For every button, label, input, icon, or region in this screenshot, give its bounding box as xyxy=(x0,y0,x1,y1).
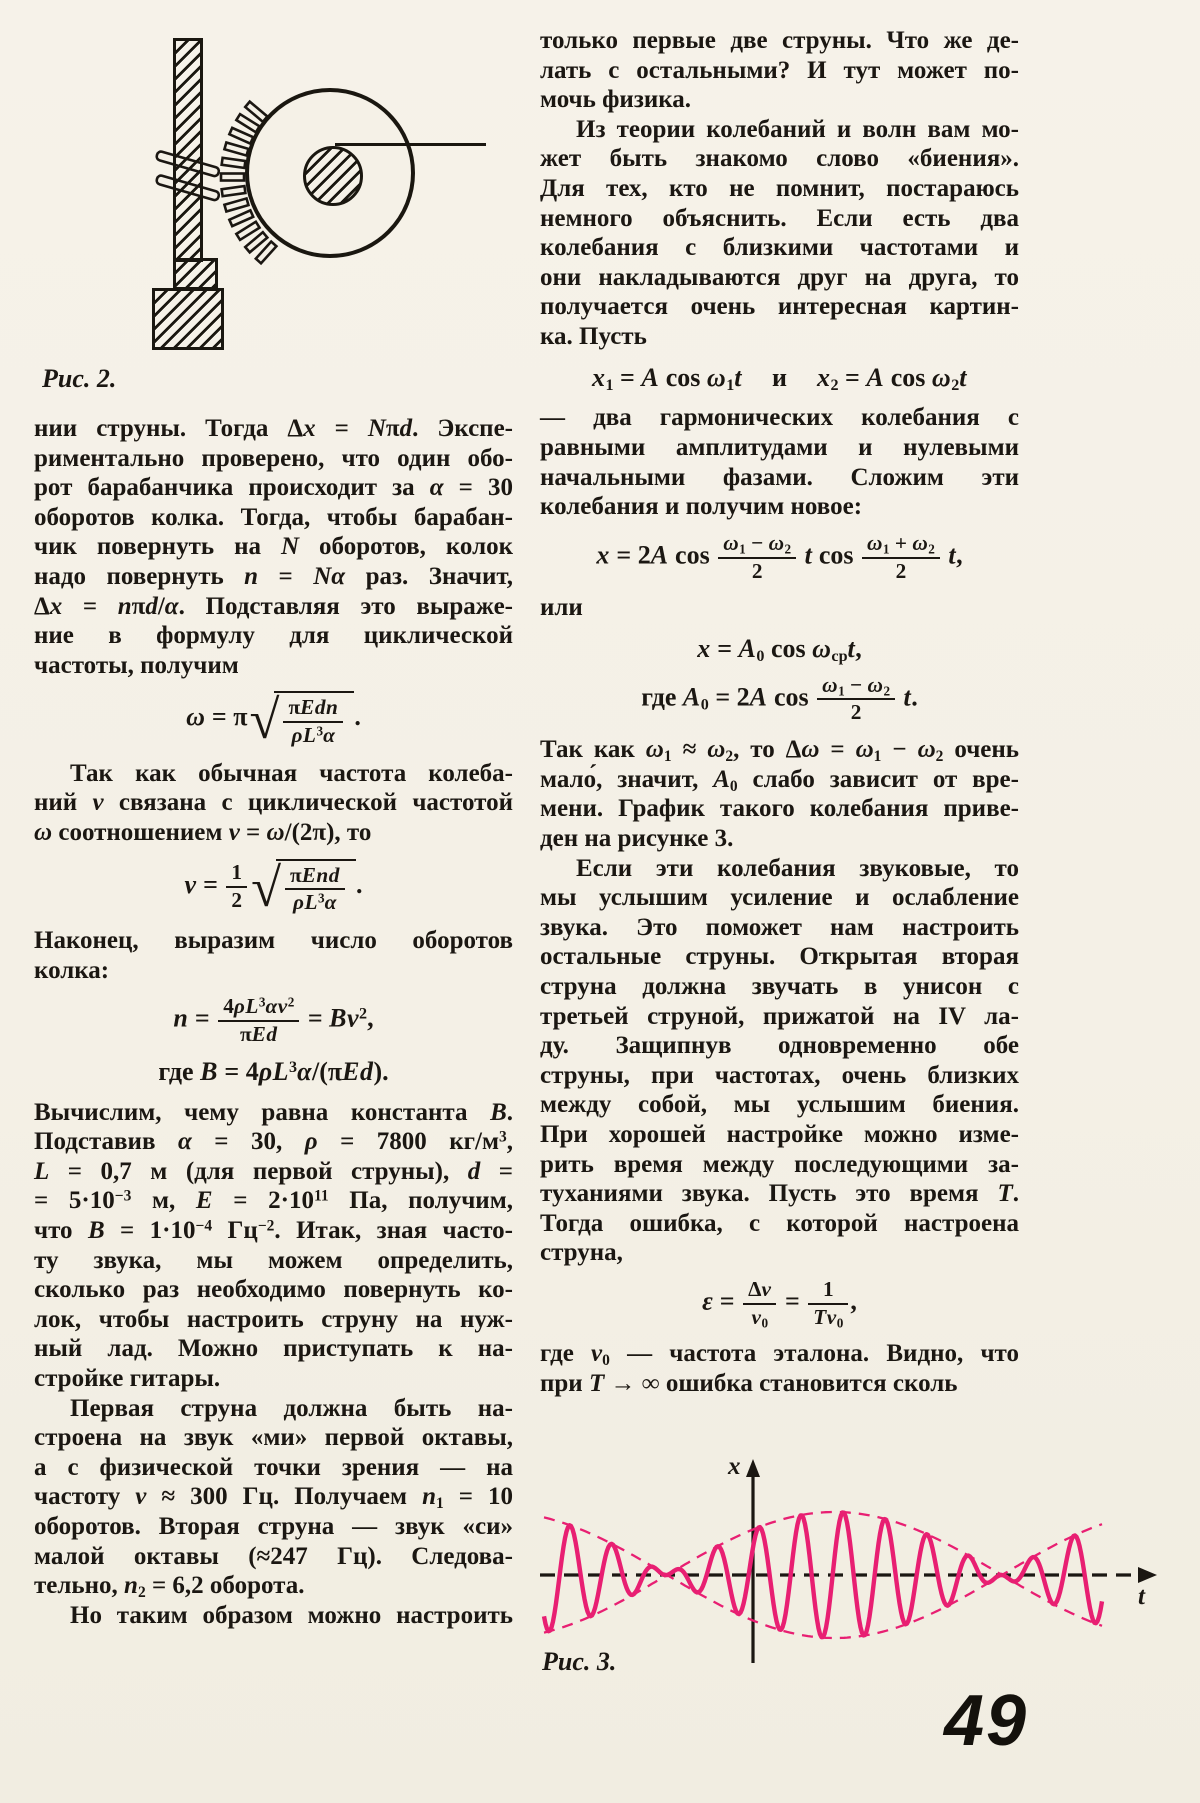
beats-waveform-canvas xyxy=(540,1455,1200,1700)
text-line: при T → ∞ ошибка становится сколь xyxy=(540,1369,958,1397)
text-line: струна должна звучать в унисон с xyxy=(540,972,1019,1000)
text-line: Подставив α = 30, ρ = 7800 $кг/м^3$, xyxy=(34,1128,513,1156)
text-line: струны, при частотах, очень близких xyxy=(540,1061,1019,1089)
text-line: лок, чтобы настроить струну на нуж- xyxy=(34,1305,513,1333)
peg-post xyxy=(173,38,203,262)
beats-waveform xyxy=(544,1513,1102,1638)
text-line: нии струны. Тогда Δx = Nπd. Экспе- xyxy=(34,415,513,442)
text-line: Но таким образом можно настроить xyxy=(70,1601,513,1629)
text-line: сколько раз необходимо повернуть ко- xyxy=(34,1276,513,1304)
text-line: рить время между последующими за- xyxy=(540,1150,1019,1178)
text-line: где $\nu_0$ — частота эталона. Видно, что xyxy=(540,1340,1019,1370)
text-line: надо повернуть n = Nα раз. Значит, xyxy=(34,562,513,590)
text-line: получается очень интересная картин- xyxy=(540,293,1019,321)
text-line: мени. График такого колебания приве- xyxy=(540,795,1019,823)
text-line: ка. Пусть xyxy=(540,322,647,350)
text-line: Первая струна должна быть на- xyxy=(70,1394,513,1422)
text-line: колебания с близкими частотами и xyxy=(540,234,1019,262)
text-line: жет быть знакомо слово «биения». xyxy=(540,145,1019,173)
text-line: мы услышим усиление и ослабление xyxy=(540,884,1019,912)
text-line: частоту ν ≈ 300 Гц. Получаем $n_1 = 10$ xyxy=(34,1483,513,1513)
text-line: стройке гитары. xyxy=(34,1364,221,1392)
display-formula: $x = A_0$ $\cos \omega_{ср}t$, xyxy=(697,633,862,665)
display-formula: ω = π √ πEdn $\rho L^3\alpha$ . xyxy=(186,689,361,751)
text-line: колка: xyxy=(34,956,110,984)
text-line: Из теории колебаний и волн вам мо- xyxy=(576,115,1019,143)
right-column xyxy=(540,26,1019,1399)
display-formula: ε = $\frac{\Delta\nu}{\nu_0}$ = $\frac{1}{T\nu_0}$ , xyxy=(702,1276,857,1330)
figure-3-beats-plot xyxy=(540,1455,1200,1700)
text-line: колебания и получим новое: xyxy=(540,493,863,521)
text-line: что $B = 1\cdot 10^{-4}$ $Гц^{-2}$. Итак, зная часто- xyxy=(34,1216,513,1244)
text-line: ный лад. Можно приступать к на- xyxy=(34,1335,513,1363)
figure-3-caption: Рис. 3. xyxy=(542,1647,617,1676)
text-line: ω соотношением ν = ω/(2π), то xyxy=(34,819,372,846)
drum-knurl-tick xyxy=(222,186,246,196)
text-line: третьей струной, прижатой на IV ла- xyxy=(540,1002,1019,1030)
text-line: они накладываются друг на друга, то xyxy=(540,263,1019,291)
drum-knurl-tick xyxy=(229,210,253,226)
figure-2-tuning-peg-drawing xyxy=(0,16,520,368)
drum-knurl-tick xyxy=(221,174,244,181)
display-formula: x = 2A cos $\frac{\omega_1 - \omega_2}{2}$ t cos $\frac{\omega_1 + \omega_2}{2}$ t, xyxy=(596,530,963,583)
t-axis-arrow xyxy=(1138,1567,1157,1583)
text-line: равными амплитудами и нулевыми xyxy=(540,434,1019,462)
text-line: — два гармонических колебания с xyxy=(540,404,1019,432)
peg-base-block xyxy=(152,288,224,350)
text-line: Так как $\omega_1 \approx \omega_2$, то $\Delta\omega = \omega_1 - \omega_2$ очень xyxy=(540,736,1020,766)
page-number: 49 xyxy=(944,1681,1029,1761)
text-line: оборотов колка. Тогда, чтобы барабан- xyxy=(34,503,513,531)
text-line: немного объяснить. Если есть два xyxy=(540,204,1019,232)
t-axis-label: t xyxy=(1138,1583,1145,1610)
text-line: или xyxy=(540,594,583,622)
figure-2-caption: Рис. 2. xyxy=(42,364,117,393)
text-line: Вычислим, чему равна константа B. xyxy=(34,1098,513,1126)
display-formula: где $A_0 = 2A$ cos $\frac{\omega_1 - \omega_2}{2}$ t. xyxy=(641,672,918,725)
text-line: только первые две струны. Что же де- xyxy=(540,27,1019,54)
text-line: Для тех, кто не помнит, постараюсь xyxy=(540,174,1019,202)
display-formula: ν = $\frac{1}{2}$ √ πEnd $\rho L^3\alpha$ . xyxy=(184,856,363,918)
drum-knurl-tick xyxy=(224,142,248,155)
text-line: Так как обычная частота колеба- xyxy=(70,759,513,787)
drum-knurl-tick xyxy=(224,198,248,211)
text-line: строена на звук «ми» первой октавы, xyxy=(34,1424,513,1452)
text-line: звука. Это поможет нам настроить xyxy=(540,913,1019,941)
display-formula: $x_1 = A$ $\cos \omega_1t$ и $x_2 = A$ $\cos \omega_2t$ xyxy=(591,362,967,394)
text-line: тельно, $n_2 = 6,2$ оборота. xyxy=(34,1572,305,1601)
text-line: остальные струны. Открытая вторая xyxy=(540,943,1019,971)
peg-post-step xyxy=(173,258,218,290)
x-axis-arrow xyxy=(746,1459,760,1477)
text-line: малой октавы (≈247 Гц). Следова- xyxy=(34,1542,513,1570)
display-formula: где $B = 4\rho L^3\alpha/(\pi Ed)$. xyxy=(158,1056,389,1086)
drum-knurl-tick xyxy=(222,158,246,168)
text-line: мочь физика. xyxy=(540,86,692,114)
text-line: частоты, получим xyxy=(34,651,239,679)
text-line: L = 0,7 м (для первой струны), d = xyxy=(34,1157,513,1185)
display-formula: n = $4\rho L^3\alpha\nu^2$ πEd = $B\nu^2$, xyxy=(173,994,374,1046)
string-line xyxy=(335,143,486,146)
text-line: струна, xyxy=(540,1239,623,1267)
text-line: При хорошей настройке можно изме- xyxy=(540,1120,1019,1148)
text-line: Δx = nπd/α. Подставляя это выраже- xyxy=(34,592,513,620)
text-line: = $5\cdot 10^{-3}$ м, $E = 2\cdot 10^{11}$ Па, получим, xyxy=(34,1187,513,1215)
x-axis-label: x xyxy=(728,1453,741,1480)
text-line: Наконец, выразим число оборотов xyxy=(34,927,513,955)
text-line: Если эти колебания звуковые, то xyxy=(576,854,1019,882)
drum-hub xyxy=(303,146,363,206)
text-line: начальными фазами. Сложим эти xyxy=(540,463,1019,491)
text-line: туханиями звука. Пусть это время T. xyxy=(540,1180,1019,1208)
text-line: а с физической точки зрения — на xyxy=(34,1453,513,1481)
text-line: ту звука, мы можем определить, xyxy=(34,1246,513,1274)
text-line: чик повернуть на N оборотов, колок xyxy=(34,533,514,561)
left-column xyxy=(34,414,513,1630)
beats-envelope-upper xyxy=(544,1512,1102,1575)
text-line: ний ν связана с циклической частотой xyxy=(34,789,514,817)
text-line: между собой, мы услышим биения. xyxy=(540,1091,1019,1119)
text-line: ние в формулу для циклической xyxy=(34,622,513,650)
text-line: лать с остальными? И тут может по- xyxy=(540,56,1019,84)
text-line: ду. Защипнув одновременно обе xyxy=(540,1032,1019,1060)
text-line: рот барабанчика происходит за α = 30 xyxy=(34,474,513,502)
text-line: Тогда ошибка, с которой настроена xyxy=(540,1209,1019,1237)
text-line: мало́, значит, $A_0$ слабо зависит от вре- xyxy=(540,765,1019,795)
drum-knurl-tick xyxy=(229,128,253,144)
text-line: оборотов. Вторая струна — звук «си» xyxy=(34,1512,513,1540)
text-line: риментально проверено, что один обо- xyxy=(34,444,513,472)
text-line: ден на рисунке 3. xyxy=(540,825,734,852)
